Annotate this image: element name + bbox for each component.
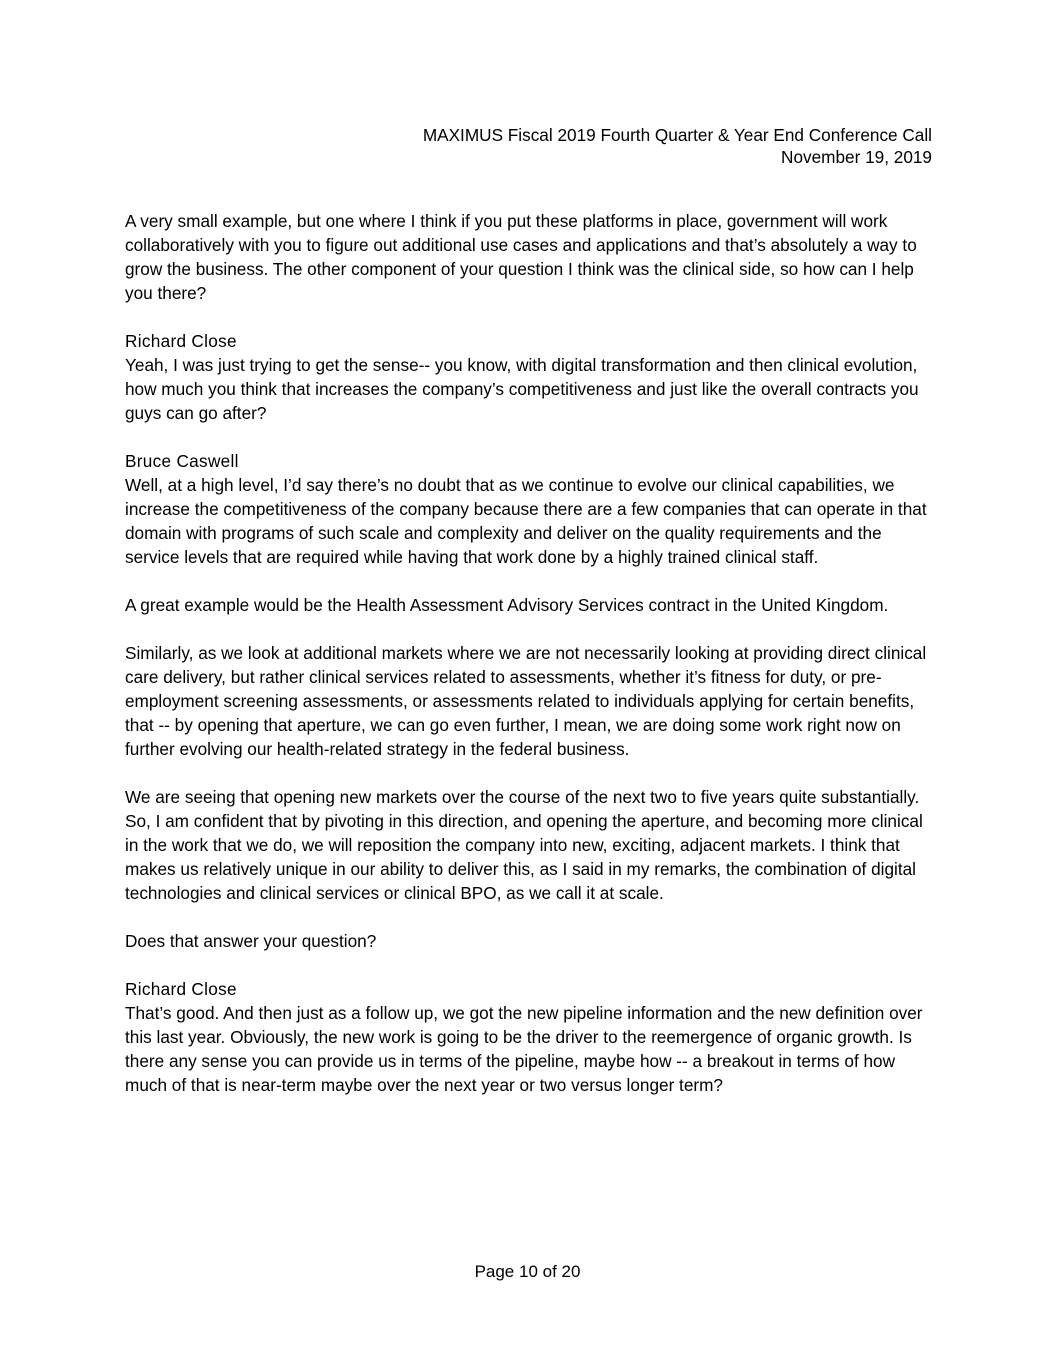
speaker-name: Richard Close: [125, 331, 237, 351]
page-number: Page 10 of 20: [474, 1262, 581, 1281]
transcript-body: [125, 209, 937, 1121]
paragraph: Yeah, I was just trying to get the sense-- you know, with digital transformation and then clinical evolution, how much you think that increases the company’s competitiveness and just like the overall contracts you guys can go after?: [125, 355, 919, 423]
paragraph: Well, at a high level, I’d say there’s no doubt that as we continue to evolve our clinical capabilities, we increase the competitiveness of the company because there are a few companies that can operate in that domain with programs of such scale and complexity and deliver on the quality requirements and the service levels that are required while having that work done by a highly trained clinical staff.: [125, 475, 927, 567]
speaker-name: Richard Close: [125, 979, 237, 999]
paragraph: A very small example, but one where I think if you put these platforms in place, government will work collaboratively with you to figure out additional use cases and applications and that’s absolutely a way to grow the business. The other component of your question I think was the clinical side, so how can I help you there?: [125, 211, 917, 303]
header-date: November 19, 2019: [781, 147, 932, 167]
paragraph: A great example would be the Health Assessment Advisory Services contract in the United Kingdom.: [125, 595, 889, 615]
speaker-name: Bruce Caswell: [125, 451, 239, 471]
document-header: [423, 124, 932, 168]
paragraph: Does that answer your question?: [125, 931, 377, 951]
paragraph: We are seeing that opening new markets over the course of the next two to five years quite substantially. So, I am confident that by pivoting in this direction, and opening the aperture, and becoming more clinical in the work that we do, we will reposition the company into new, exciting, adjacent markets. I think that makes us relatively unique in our ability to deliver this, as I said in my remarks, the combination of digital technologies and clinical services or clinical BPO, as we call it at scale.: [125, 787, 923, 903]
paragraph: That’s good. And then just as a follow up, we got the new pipeline information and the new definition over this last year. Obviously, the new work is going to be the driver to the reemergence of organic growth. Is there any sense you can provide us in terms of the pipeline, maybe how -- a breakout in terms of how much of that is near-term maybe over the next year or two versus longer term?: [125, 1003, 923, 1095]
header-title: MAXIMUS Fiscal 2019 Fourth Quarter & Year End Conference Call: [422, 125, 932, 145]
paragraph: Similarly, as we look at additional markets where we are not necessarily looking at providing direct clinical care delivery, but rather clinical services related to assessments, whether it’s fitness for duty, or pre-employment screening assessments, or assessments related to individuals applying for certain benefits, that -- by opening that aperture, we can go even further, I mean, we are doing some work right now on further evolving our health-related strategy in the federal business.: [125, 643, 927, 759]
